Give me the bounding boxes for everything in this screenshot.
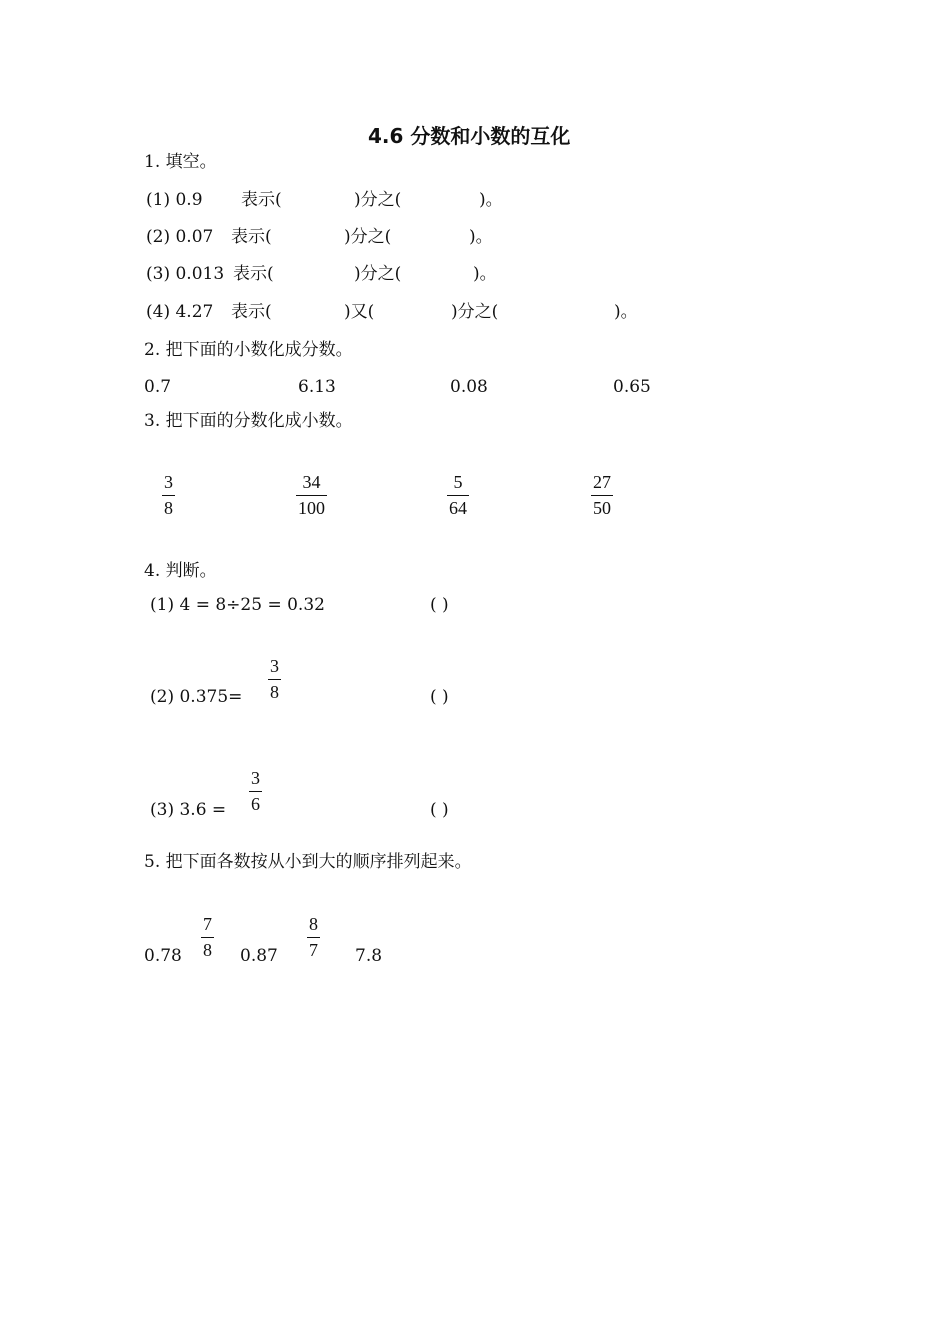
q1-row1-part-b: )分之(: [354, 190, 402, 210]
fraction-bar: [307, 937, 320, 938]
fraction-bar: [162, 495, 175, 496]
denominator: 7: [309, 940, 318, 960]
q5-value-3: 7.8: [355, 946, 383, 966]
q4-fraction-3: [249, 768, 262, 815]
fraction-bar: [249, 791, 262, 792]
page-title: 4.6 分数和小数的互化: [368, 124, 571, 148]
denominator: 8: [203, 940, 212, 960]
q1-row4-part-d: )。: [614, 302, 638, 322]
q4-fraction-2: [268, 656, 281, 703]
denominator: 50: [593, 498, 611, 518]
q4-answer-paren-1: ( ): [430, 595, 449, 615]
q1-row4-part-c: )分之(: [451, 302, 499, 322]
denominator: 8: [270, 682, 279, 702]
numerator: 34: [302, 472, 321, 492]
denominator: 64: [449, 498, 467, 518]
fraction-bar: [268, 679, 281, 680]
q3-fraction-1: [162, 472, 175, 519]
q1-row2-part-a: 表示(: [231, 227, 272, 247]
q4-statement-3: (3) 3.6 =: [150, 800, 227, 820]
q1-row2-label: (2) 0.07: [146, 227, 214, 247]
q1-row3-part-c: )。: [473, 264, 497, 284]
fraction-bar: [591, 495, 613, 496]
fraction-bar: [201, 937, 214, 938]
q2-item-2: 6.13: [298, 377, 336, 397]
q1-row1-part-c: )。: [479, 190, 503, 210]
q4-statement-2: (2) 0.375=: [150, 687, 243, 707]
q4-heading: 4. 判断。: [144, 561, 217, 581]
q5-fraction-2: [307, 914, 320, 961]
numerator: 3: [164, 472, 173, 492]
numerator: 5: [453, 472, 463, 492]
q5-fraction-1: [201, 914, 214, 961]
q1-heading: 1. 填空。: [144, 152, 217, 172]
q1-row4-part-a: 表示(: [231, 302, 272, 322]
q1-row1-label: (1) 0.9: [146, 190, 203, 210]
q1-row4-label: (4) 4.27: [146, 302, 214, 322]
q2-heading: 2. 把下面的小数化成分数。: [144, 340, 353, 360]
q4-answer-paren-3: ( ): [430, 800, 449, 820]
q1-row2-part-b: )分之(: [344, 227, 392, 247]
numerator: 3: [251, 768, 260, 788]
q1-row3-label: (3) 0.013: [146, 264, 225, 284]
q1-row1-part-a: 表示(: [241, 190, 282, 210]
q2-item-1: 0.7: [144, 377, 172, 397]
denominator: 100: [298, 498, 325, 518]
q5-heading: 5. 把下面各数按从小到大的顺序排列起来。: [144, 852, 472, 872]
q3-fraction-4: [591, 472, 613, 519]
q5-value-2: 0.87: [240, 946, 278, 966]
q1-row3-part-a: 表示(: [233, 264, 274, 284]
fraction-bar: [296, 495, 327, 496]
numerator: 3: [270, 656, 279, 676]
q4-statement-1: (1) 4 = 8÷25 = 0.32: [150, 595, 325, 615]
numerator: 27: [593, 472, 611, 492]
fraction-bar: [447, 495, 469, 496]
numerator: 7: [203, 914, 212, 934]
q3-fraction-3: [447, 472, 469, 519]
q1-row3-part-b: )分之(: [354, 264, 402, 284]
q4-answer-paren-2: ( ): [430, 687, 449, 707]
q3-fraction-2: [296, 472, 327, 519]
q2-item-3: 0.08: [450, 377, 488, 397]
q1-row4-part-b: )又(: [344, 302, 375, 322]
numerator: 8: [309, 914, 318, 934]
q2-item-4: 0.65: [613, 377, 651, 397]
q5-value-1: 0.78: [144, 946, 182, 966]
q1-row2-part-c: )。: [469, 227, 493, 247]
denominator: 6: [251, 794, 260, 814]
denominator: 8: [164, 498, 173, 518]
q3-heading: 3. 把下面的分数化成小数。: [144, 411, 353, 431]
